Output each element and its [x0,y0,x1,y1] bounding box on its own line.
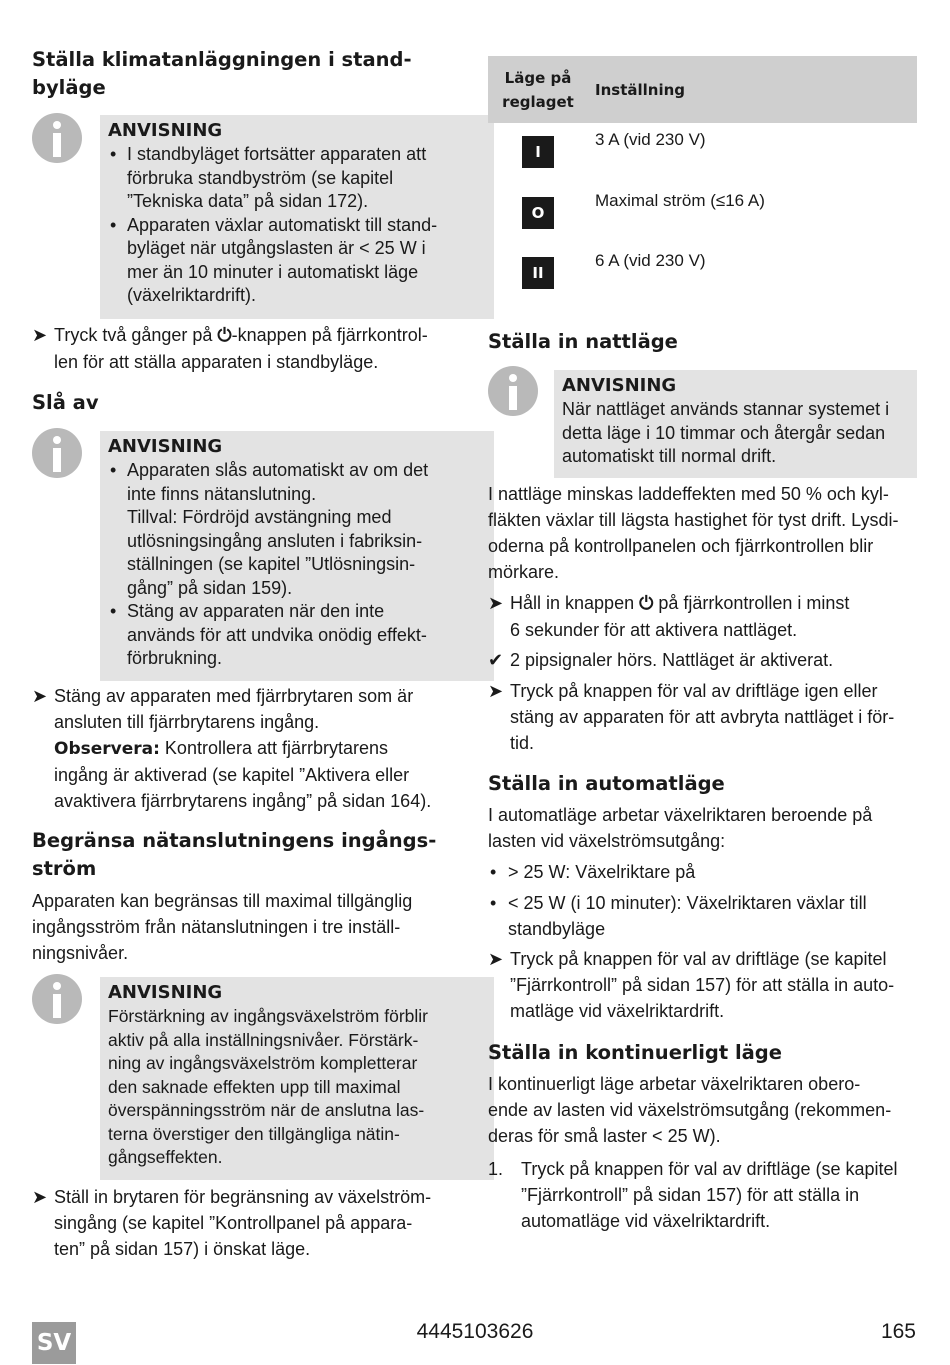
observe-label: Observera: [54,739,160,759]
result-text: 2 pipsignaler hörs. Nattläget är aktiverat. [510,650,834,670]
heading-limit: Begränsa nätanslutningens ingångs- ström [32,829,437,880]
arrow-icon: ➤ [32,686,48,706]
note-item: • I standbyläget fortsätter apparaten att förbruka standbyström (se kapitel ”Tekniska data” på sidan 172). [108,143,488,214]
arrow-icon: ➤ [32,325,48,345]
note-standby [100,115,494,319]
power-icon: ⏻ [639,593,654,614]
step-text: -knappen på fjärrkontrol- len för att ställa apparaten i standbyläge. [54,325,428,372]
heading-auto: Ställa in automatläge [488,772,725,795]
note-item: • Stäng av apparaten när den inte används för att undvika onödig effekt- förbrukning. [108,600,488,671]
step-text: på fjärrkontrollen i minst 6 sekunder för att aktivera nattläget. [510,593,850,640]
observe-text: Kontrollera att fjärrbrytarens ingång är aktiverad (se kapitel ”Aktivera eller avaktivera fjärrbrytarens ingång” på sidan 164). [54,738,432,811]
note-limit [100,977,494,1180]
column-header: Inställning [595,80,685,99]
step-limit [32,1184,484,1262]
step-off [32,683,484,814]
note-item: • Apparaten slås automatiskt av om det inte finns nätanslutning. Tillval: Fördröjd avstängning med utlösningsingång ansluten i fabriksin- ställningen (se kapitel ”Utlösningsin- gång” på sidan 159). [108,459,488,600]
checkmark-icon: ✔ [488,650,504,670]
note-title: ANVISNING [108,120,223,141]
info-icon [488,366,538,416]
note-night [554,370,917,478]
step-text: Håll in knappen [510,593,640,613]
step-continuous [488,1156,950,1234]
arrow-icon: ➤ [32,1187,48,1207]
step-night-activate [488,590,950,643]
paragraph-continuous: I kontinuerligt läge arbetar växelriktaren obero- ende av lasten vid växelströmsutgång (rekommen- deras för små laster < 25 W). [488,1074,892,1146]
info-icon [32,428,82,478]
note-title: ANVISNING [562,375,677,396]
document-number: 4445103626 [416,1320,534,1343]
step-text: Ställ in brytaren för begränsning av växelström- singång (se kapitel ”Kontrollpanel på appara- ten” på sidan 157) i önskat läge. [54,1187,432,1259]
step-night-cancel [488,678,950,756]
arrow-icon: ➤ [488,949,504,969]
switch-position-symbol: O [522,197,554,229]
list-item: • > 25 W: Växelriktare på [488,859,928,885]
step-standby [32,322,484,375]
arrow-icon: ➤ [488,681,504,701]
note-off [100,431,494,681]
heading-off: Slå av [32,391,99,414]
switch-position-symbol: I [522,136,554,168]
page-number: 165 [880,1320,916,1343]
heading-standby: Ställa klimatanläggningen i stand- byläge [32,48,412,99]
list-item: • < 25 W (i 10 minuter): Växelriktaren växlar till standbyläge [488,890,928,942]
info-icon [32,974,82,1024]
note-text: När nattläget används stannar systemet i detta läge i 10 timmar och återgår sedan automatiskt till normal drift. [562,399,890,466]
table-cell-setting: 6 A (vid 230 V) [595,251,706,270]
step-auto [488,946,950,1024]
power-icon: ⏻ [217,325,232,346]
result-night [488,647,950,673]
note-item: • Apparaten växlar automatiskt till stand- byläget när utgångslasten är < 25 W i mer än 10 minuter i automatiskt läge (växelriktardrift). [108,214,488,308]
table-header [488,56,917,123]
paragraph-night: I nattläge minskas laddeffekten med 50 % och kyl- fläkten växlar till lägsta hastighet för tyst drift. Lysdi- oderna på kontrollpanelen och fjärrkontrollen blir mörkare. [488,484,899,582]
heading-night: Ställa in nattläge [488,330,678,353]
auto-list [488,859,928,942]
step-text: Tryck på knappen för val av driftläge igen eller stäng av apparaten för att avbryta nattläget i för- tid. [510,681,895,753]
table-cell-setting: 3 A (vid 230 V) [595,130,706,149]
column-header: Läge på reglaget [502,68,574,111]
note-title: ANVISNING [108,982,223,1003]
step-text: Tryck på knappen för val av driftläge (se kapitel ”Fjärrkontroll” på sidan 157) för att ställa in auto- matläge vid växelriktardrift. [510,949,895,1021]
paragraph-auto: I automatläge arbetar växelriktaren beroende på lasten vid växelströmsutgång: [488,805,873,851]
info-icon [32,113,82,163]
paragraph-limit: Apparaten kan begränsas till maximal tillgänglig ingångsström från nätanslutningen i tre inställ- ningsnivåer. [32,891,413,963]
step-number: 1. [488,1159,504,1179]
note-text: Förstärkning av ingångsväxelström förblir aktiv på alla inställningsnivåer. Förstärk- ning av ingångsväxelström kompletterar den saknade effekten upp till maximal överspänningsström när de anslutna las- terna överstiger den tillgängliga nätin- gångseffekten. [108,1006,428,1167]
step-text: Tryck två gånger på [54,325,218,345]
language-badge: SV [32,1322,76,1364]
note-title: ANVISNING [108,436,223,457]
step-text: Stäng av apparaten med fjärrbrytaren som är ansluten till fjärrbrytarens ingång. [54,686,414,732]
table-cell-setting: Maximal ström (≤16 A) [595,191,765,210]
heading-continuous: Ställa in kontinuerligt läge [488,1041,782,1064]
arrow-icon: ➤ [488,593,504,613]
switch-position-symbol: II [522,257,554,289]
step-text: Tryck på knappen för val av driftläge (se kapitel ”Fjärrkontroll” på sidan 157) för att ställa in automatläge vid växelriktardrift. [521,1159,898,1231]
